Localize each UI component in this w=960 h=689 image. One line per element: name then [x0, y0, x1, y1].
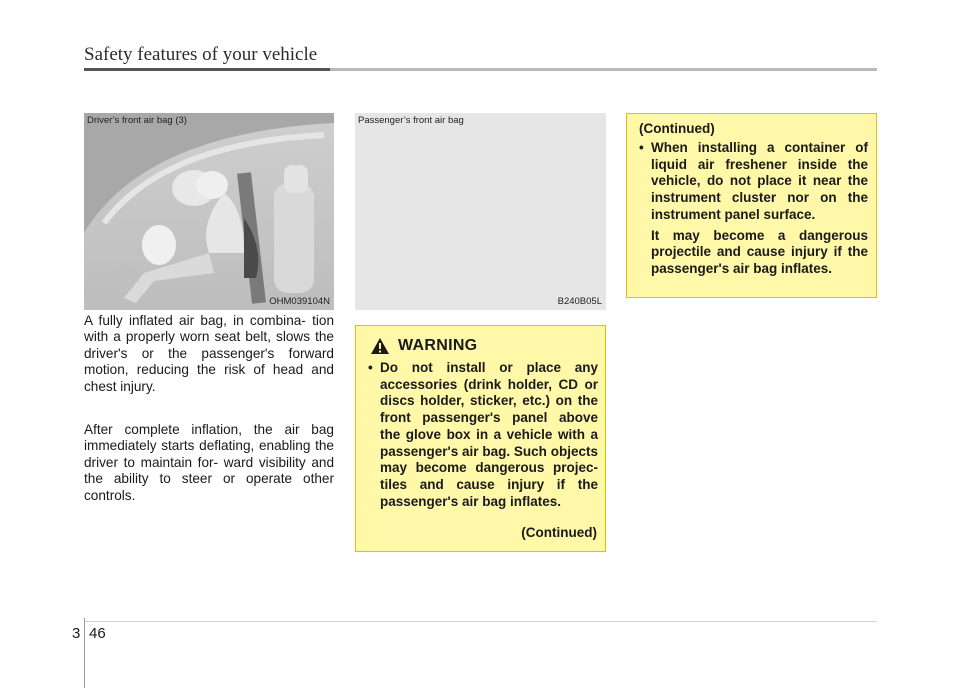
figure-code: B240B05L: [557, 296, 602, 307]
passenger-airbag-figure: [355, 113, 606, 310]
warning-text: [368, 360, 598, 510]
continued-label: (Continued): [521, 525, 597, 540]
body-paragraph: A fully inflated air bag, in combina- tion with a properly worn seat belt, slows the driver's or the passenger's forward motion, reducing the risk of head and chest injury.: [84, 313, 334, 394]
bullet-dot: •: [639, 140, 644, 155]
continued-heading: (Continued): [639, 121, 715, 136]
warning-bullet-text: Do not install or place any accessories (drink holder, CD or discs holder, sticker, etc.) on the front passenger's panel above the glove box in a vehicle with a passenger's air bag. Such objects may become dangerous projec- tiles and cause injury if the passenger's air bag inflates.: [380, 360, 598, 509]
footer-divider: [84, 618, 85, 688]
figure-code: OHM039104N: [269, 296, 330, 307]
warning-heading: [370, 337, 477, 355]
warning-box: [355, 325, 606, 552]
driver-airbag-figure: [84, 113, 334, 310]
body-paragraph: After complete inflation, the air bag immediately starts deflating, enabling the driver to maintain for- ward visibility and the ability to steer or operate other controls.: [84, 422, 334, 503]
warning-bullet: [368, 360, 598, 510]
continued-box: [626, 113, 877, 298]
continued-paragraph: It may become a dangerous projectile and cause injury if the passenger's air bag inflates.: [651, 227, 868, 276]
bullet-dot: •: [368, 360, 373, 375]
continued-text: [639, 140, 868, 278]
section-number: 3: [72, 625, 81, 642]
continued-bullet-text: When installing a container of liquid air freshener inside the vehicle, do not place it near the instrument cluster nor on the instrument panel surface.: [651, 140, 868, 222]
figure-caption: Driver’s front air bag (3): [87, 115, 187, 126]
continued-bullet: [639, 140, 868, 224]
footer-rule: [84, 621, 877, 622]
warning-title: WARNING: [398, 337, 478, 354]
figure-caption: Passenger’s front air bag: [358, 115, 464, 126]
driver-airbag-illustration: [84, 113, 334, 310]
warning-triangle-icon: [370, 337, 390, 355]
header-rule: [84, 68, 877, 71]
page-number: 46: [89, 625, 106, 642]
page-header-title: Safety features of your vehicle: [84, 44, 318, 65]
